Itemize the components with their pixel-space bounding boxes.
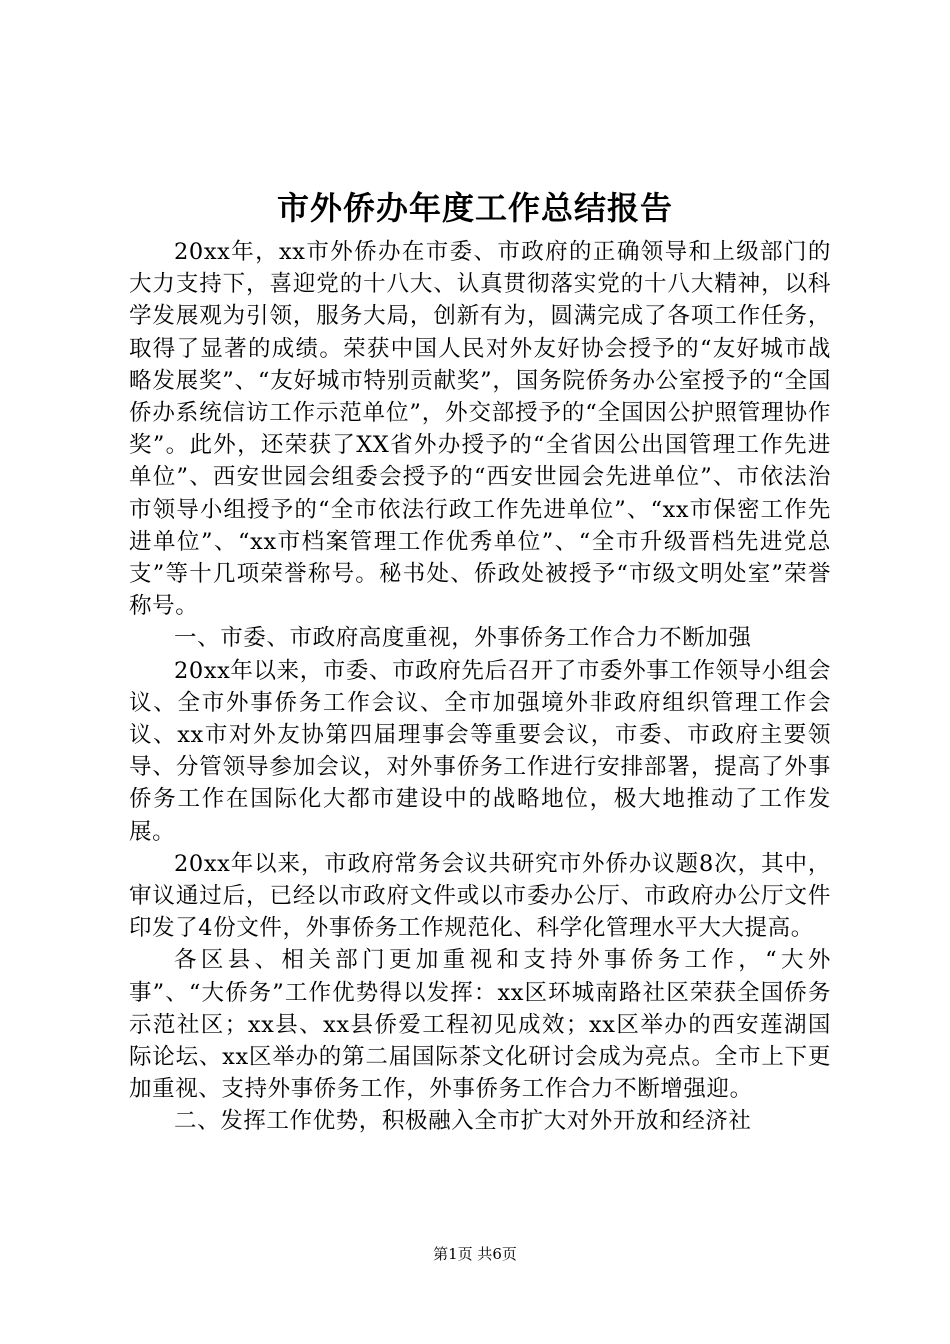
page-footer: 第1页 共6页 bbox=[433, 1245, 517, 1263]
section-heading: 二、发挥工作优势，积极融入全市扩大对外开放和经济社 bbox=[174, 1108, 752, 1135]
paragraph: 20xx年以来，市委、市政府先后召开了市委外事工作领导小组会议、全市外事侨务工作会议、全市加强境外非政府组织管理工作会议、xx市对外友协第四届理事会等重要会议，市委、市政府主要领导、分管领导参加会议，对外事侨务工作进行安排部署，提高了外事侨务工作在国际化大都市建设中的战略地位，极大地推动了工作发展。 bbox=[129, 657, 832, 845]
section-heading: 一、市委、市政府高度重视，外事侨务工作合力不断加强 bbox=[174, 625, 752, 652]
paragraph: 20xx年以来，市政府常务会议共研究市外侨办议题8次，其中，审议通过后，已经以市政府文件或以市委办公厅、市政府办公厅文件印发了4份文件，外事侨务工作规范化、科学化管理水平大大提高。 bbox=[129, 850, 831, 942]
document-body bbox=[129, 236, 831, 1138]
paragraph: 20xx年，xx市外侨办在市委、市政府的正确领导和上级部门的大力支持下，喜迎党的十八大、认真贯彻落实党的十八大精神，以科学发展观为引领，服务大局，创新有为，圆满完成了各项工作任务，取得了显著的成绩。荣获中国人民对外友好协会授予的“友好城市战略发展奖”、“友好城市特别贡献奖”，国务院侨务办公室授予的“全国侨办系统信访工作示范单位”，外交部授予的“全国因公护照管理协作奖”。此外，还荣获了XX省外办授予的“全省因公出国管理工作先进单位”、西安世园会组委会授予的“西安世园会先进单位”、市依法治市领导小组授予的“全市依法行政工作先进单位”、“xx市保密工作先进单位”、“xx市档案管理工作优秀单位”、“全市升级晋档先进党总支”等十几项荣誉称号。秘书处、侨政处被授予“市级文明处室”荣誉称号。 bbox=[129, 239, 831, 620]
document-title: 市外侨办年度工作总结报告 bbox=[276, 189, 673, 227]
paragraph: 各区县、相关部门更加重视和支持外事侨务工作，“大外事”、“大侨务”工作优势得以发挥：xx区环城南路社区荣获全国侨务示范社区；xx县、xx县侨爱工程初见成效；xx区举办的西安莲湖国际论坛、xx区举办的第二届国际茶文化研讨会成为亮点。全市上下更加重视、支持外事侨务工作，外事侨务工作合力不断增强迎。 bbox=[129, 947, 831, 1103]
